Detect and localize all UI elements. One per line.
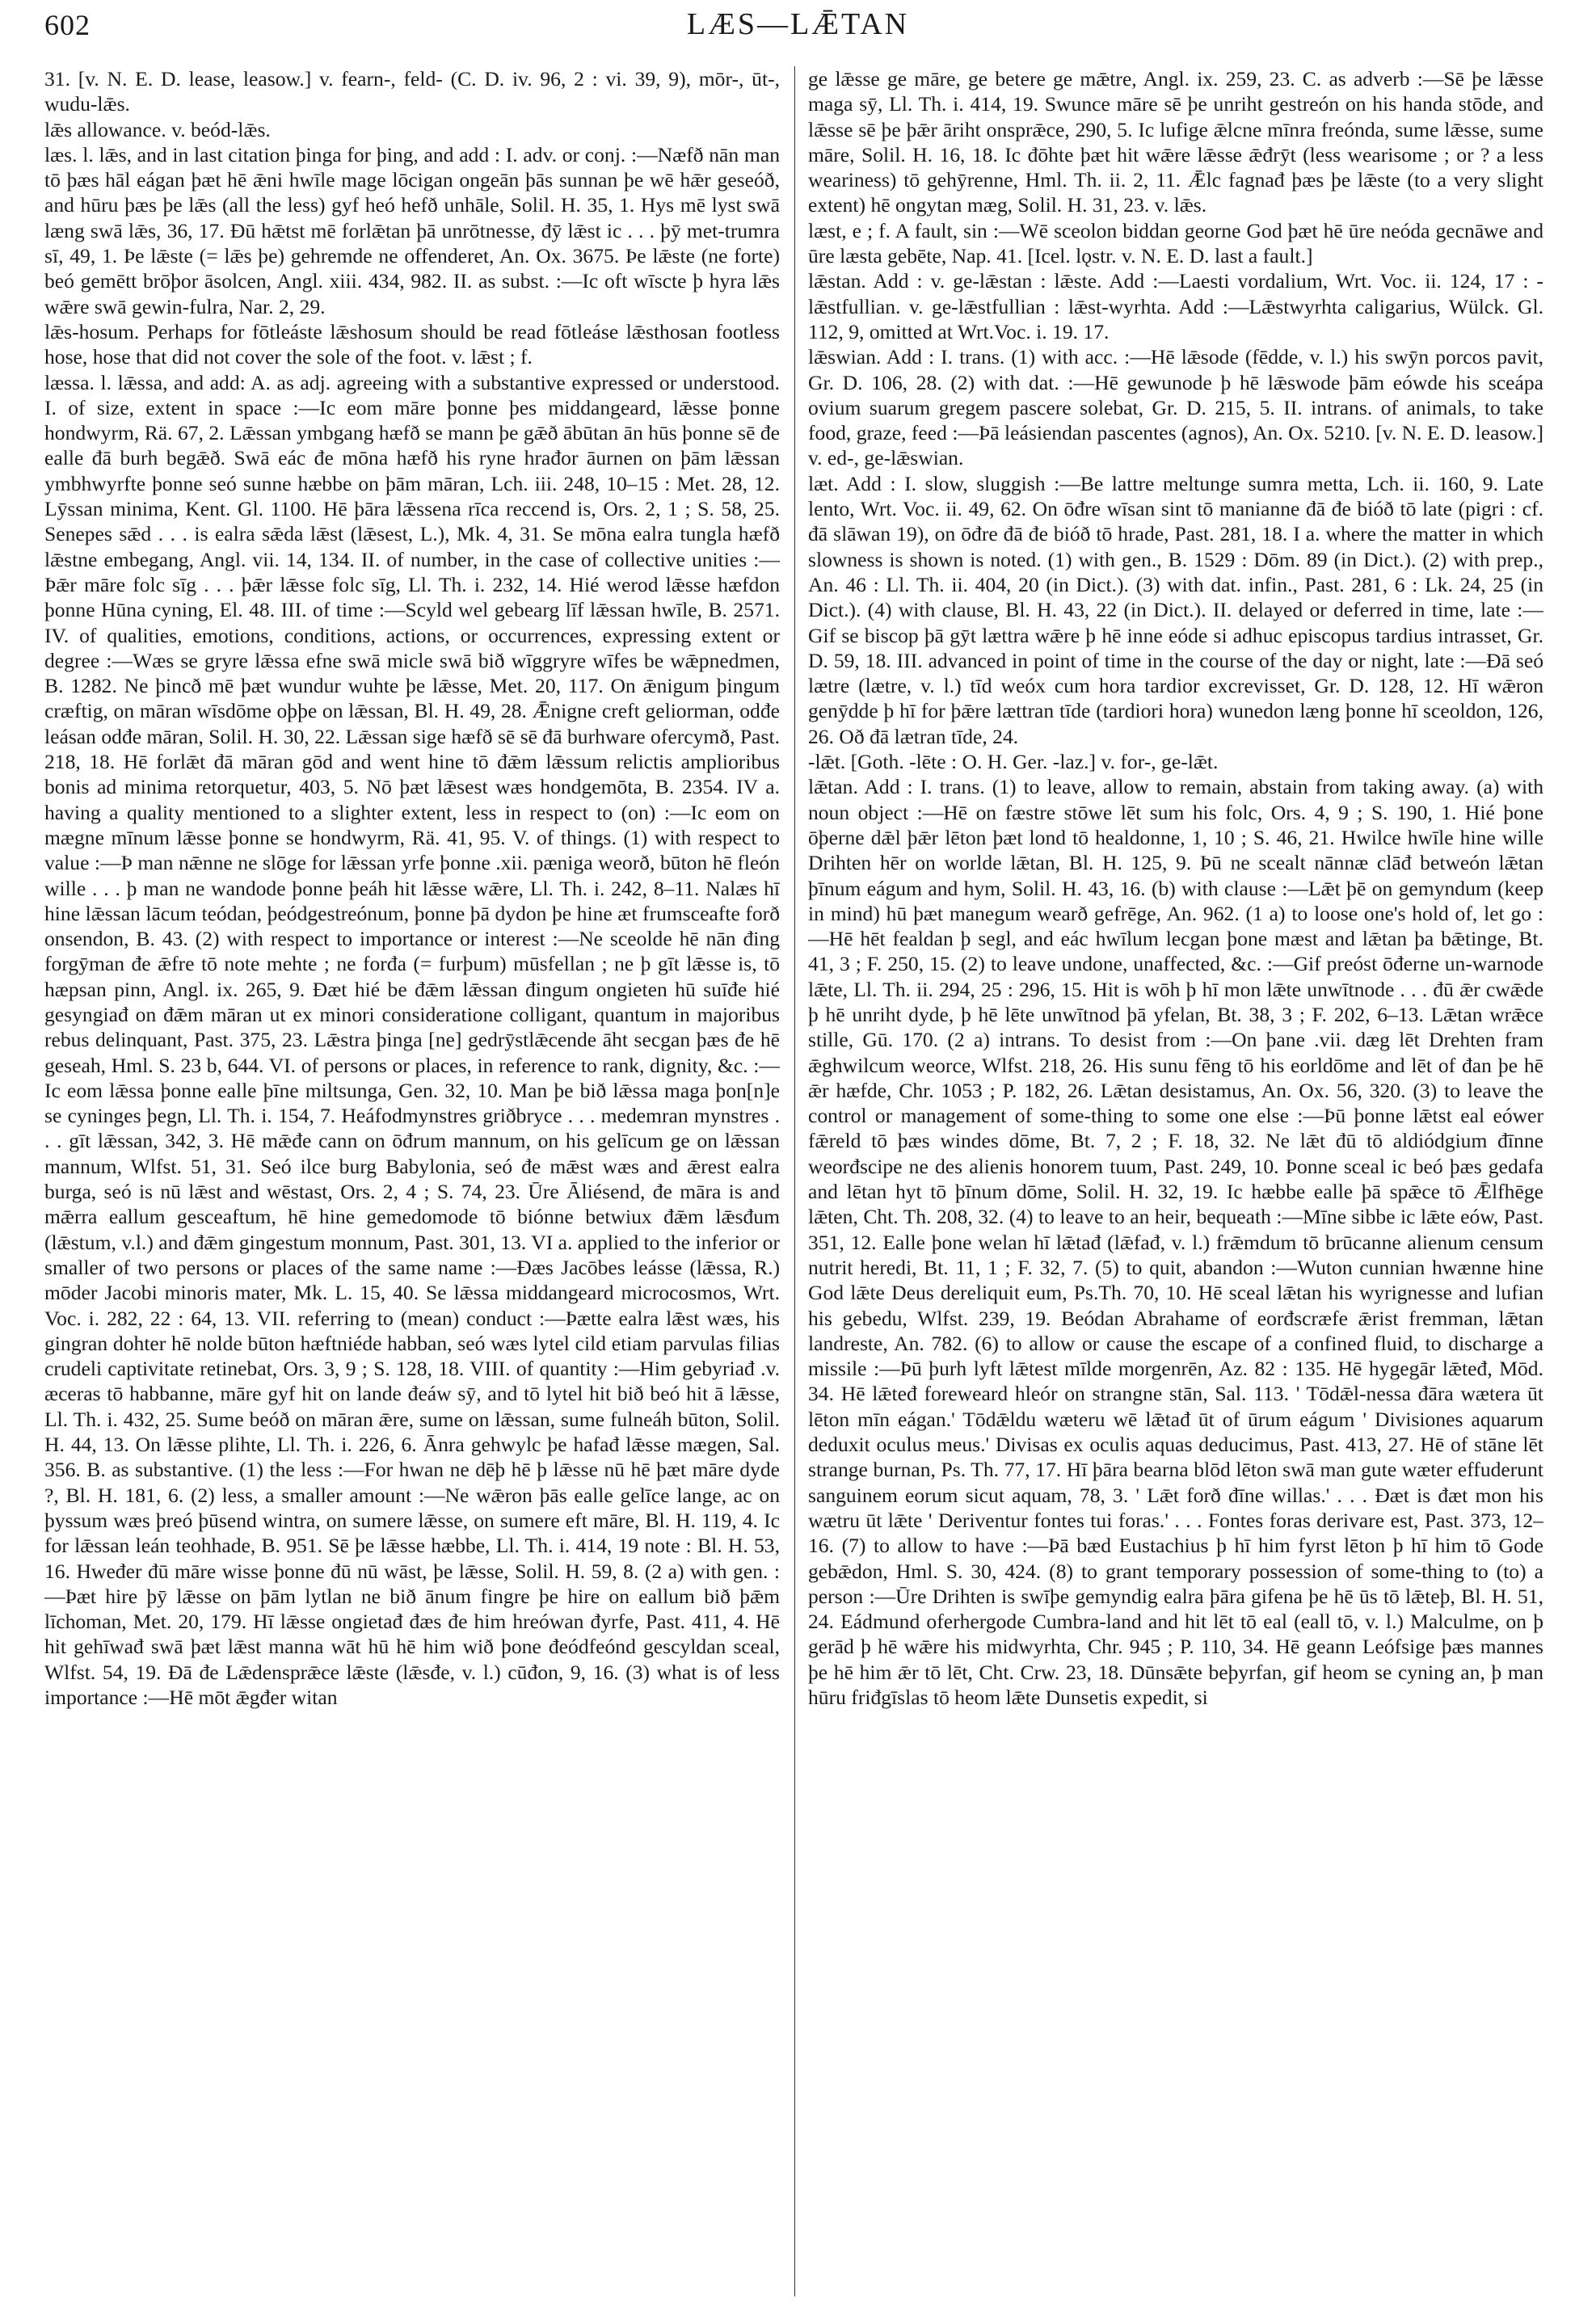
- entry-paragraph: 31. [v. N. E. D. lease, leasow.] v. fearn-, feld- (C. D. iv. 96, 2 : vi. 39, 9), mōr-, ūt-, wudu-lǣs.: [44, 67, 780, 116]
- entry-paragraph: læst, e ; f. A fault, sin :—Wē sceolon biddan georne God þæt hē ūre neóda gecnāwe and ūre læsta gebēte, Nap. 41. [Icel. lǫstr. v. N. E. D. last a fault.]: [808, 218, 1543, 268]
- page-number: 602: [44, 9, 91, 41]
- entry-paragraph: lǣtan. Add : I. trans. (1) to leave, allow to remain, abstain from taking away. (a) with noun object :—Hē on fæstre stōwe lēt sum his folc, Ors. 4, 9 ; S. 190, 1. Hié þone ōþerne dǣl þǣr lēton þæt lond tō healdonne, 1, 10 ; S. 46, 21. Hwilce hwīle hine wille Drihten hēr on worlde lǣtan, Bl. H. 125, 9. Þū ne scealt nānnæ clāđ betweón lǣtan þīnum eágum and hym, Solil. H. 43, 16. (b) with clause :—Lǣt þē on gemyndum (keep in mind) hū þæt manegum wearð gefrēge, An. 962. (1 a) to loose one's hold of, let go :—Hē hēt fealdan þ segl, and eác hwīlum lecgan þone mæst and lǣtan þa bǣtinge, Bt. 41, 3 ; F. 250, 15. (2) to leave undone, unaffected, &c. :—Gif preóst ōđerne un-warnode lǣte, Ll. Th. ii. 294, 25 : 296, 15. Hit is wōh þ hī mon lǣte unwītnode . . . đū ǣr cwǣde þ hē unriht dyde, þ hē lēte unwītnod þā yfelan, Bt. 38, 3 ; F. 202, 6–13. Lǣtan wrǣce stille, Gū. 170. (2 a) intrans. To desist from :—On þane .vii. dæg lēt Drehten fram ǣghwilcum weorce, Wlfst. 218, 26. His sunu fēng tō his eorldōme and lēt of đan þe hē ǣr hæfde, Chr. 1053 ; P. 182, 26. Lǣtan desistamus, An. Ox. 56, 320. (3) to leave the control or management of some-thing to some one else :—Þū þonne lǣtst eal eówer fǣreld tō þæs windes dōme, Bt. 7, 2 ; F. 18, 32. Ne lǣt đū tō aldiódgium đīnne weorđscipe ne des alienis honorem tuum, Past. 249, 10. Þonne sceal ic beó þæs gedafa and lētan hyt tō þīnum dōme, Solil. H. 32, 19. Ic hæbbe ealle þā spǣce tō Ǣlfhēge lǣten, Cht. Th. 208, 32. (4) to leave to an heir, bequeath :—Mīne sibbe ic lǣte eów, Past. 351, 12. Ealle þone welan hī lǣtađ (lǣfađ, v. l.) frǣmdum tō brūcanne alienum censum nutrit heredi, Bt. 11, 1 ; F. 32, 7. (5) to quit, abandon :—Wuton cunnian hwænne hine God lǣte Deus dereliquit eum, Ps.Th. 70, 10. Hē sceal lǣtan his wyrignesse and lufian his gebedu, Wlfst. 239, 19. Beódan Abrahame of eorđscræfe ǣrist fremman, lǣtan landreste, An. 782. (6) to allow or cause the escape of a confined fluid, to discharge a missile :—Þū þurh lyft lǣtest mīlde morgenrēn, Az. 82 : 135. Hē hygegār lǣteđ, Mōd. 34. Hē lǣteđ foreweard hleór on strangne stān, Sal. 113. ' Tōdǣl-nessa đāra wætera ūt lēton mīn eágan.' Tōdǣldu wæteru wē lǣtađ ūt of ūrum eágum ' Divisiones aquarum deduxit oculus meus.' Divisas ex oculis aquas deducimus, Past. 413, 27. Hē of stāne lēt strange burnan, Ps. Th. 77, 17. Hī þāra bearna blōd lēton swā man gute wæter effuderunt sanguinem eorum sicut aquam, 78, 3. ' Lǣt forð đīne willas.' . . . Đæt is đæt mon his wætru ūt lǣte ' Deriventur fontes tui foras.' . . . Fontes foras derivare est, Past. 373, 12–16. (7) to allow to have :—Þā bæd Eustachius þ hī him fyrst lēton þ hī him tō Gode gebǣdon, Hml. S. 30, 424. (8) to grant temporary possession of some-thing to (to) a person :—Ūre Drihten is swīþe gemyndig ealra þāra gifena þe hē ūs tō lǣteþ, Bl. H. 51, 24. Eádmund oferhergode Cumbra-land and hit lēt tō eal (eall tō, v. l.) Malculme, on þ gerād þ hē wǣre his midwyrhta, Chr. 945 ; P. 110, 34. Hē geann Leófsige þæs mannes þe hē him ǣr tō lēt, Cht. Crw. 23, 18. Dūnsǣte beþyrfan, gif heom se cyning an, þ man hūru friđgīslas tō heom lǣte Dunsetis expedit, si: [808, 775, 1543, 1709]
- entry-paragraph: lǣs-hosum. Perhaps for fōtleáste lǣshosum should be read fōtleáse lǣsthosan footless hose, hose that did not cover the sole of the foot. v. lǣst ; f.: [44, 319, 780, 369]
- entry-paragraph: ge lǣsse ge māre, ge betere ge mǣtre, Angl. ix. 259, 23. C. as adverb :—Sē þe lǣsse maga sȳ, Ll. Th. i. 414, 19. Swunce māre sē þe unriht gestreón on his handa stōde, and lǣsse sē þe þǣr āriht onsprǣce, 290, 5. Ic lufige ǣlcne mīnra freónda, sume lǣsse, sume māre, Solil. H. 16, 18. Ic đōhte þæt hit wǣre lǣsse ǣđrȳt (less wearisome ; or ? a less weariness) tō gehȳrenne, Hml. Th. ii. 2, 11. Ǣlc fagnađ þæs þe lǣste (to a very slight extent) hē ongytan mæg, Solil. H. 31, 23. v. lǣs.: [808, 67, 1543, 217]
- entry-paragraph: læs. l. lǣs, and in last citation þinga for þing, and add : I. adv. or conj. :—Næfð nān man tō þæs hāl eágan þæt hē ǣni hwīle mage lōcigan ongeān þās sunnan þe wē hǣr geseóð, and hūru þæs þe lǣs (all the less) gyf heó hefð unhāle, Solil. H. 35, 1. Hys mē lyst swā læng swā lǣs, 36, 17. Đū hǣtst mē forlǣtan þā unrōtnesse, đȳ lǣst ic . . . þȳ met-trumra sī, 49, 1. Þe lǣste (= lǣs þe) gehremde ne offenderet, An. Ox. 3675. Þe lǣste (ne forte) beó gemētt brōþor āsolcen, Angl. xiii. 434, 982. II. as subst. :—Ic oft wīscte þ hyra lǣs wǣre swā gewin-fulra, Nar. 2, 29.: [44, 142, 780, 318]
- page-header: [0, 0, 1596, 48]
- entry-paragraph: lǣswian. Add : I. trans. (1) with acc. :—Hē lǣsode (fēdde, v. l.) his swȳn porcos pavit, Gr. D. 106, 28. (2) with dat. :—Hē gewunode þ hē lǣswode þām eówde his sceápa ovium suarum gregem pascere solebat, Gr. D. 215, 5. II. intrans. of animals, to take food, graze, feed :—Þā leásiendan pascentes (agnos), An. Ox. 5210. [v. N. E. D. leasow.] v. ed-, ge-lǣswian.: [808, 345, 1543, 470]
- entry-paragraph: læt. Add : I. slow, sluggish :—Be lattre meltunge sumra metta, Lch. ii. 160, 9. Late lento, Wrt. Voc. ii. 49, 62. On ōđre wīsan sint tō manianne đā đe bióð tō late (pigri : cf. đā slāwan 19), on ōđre đā đe bióð tō hrade, Past. 281, 18. I a. where the matter in which slowness is shown is noted. (1) with gen., B. 1529 : Dōm. 89 (in Dict.). (2) with prep., An. 46 : Ll. Th. ii. 404, 20 (in Dict.). (3) with dat. infin., Past. 281, 6 : Lk. 24, 25 (in Dict.). (4) with clause, Bl. H. 43, 22 (in Dict.). II. delayed or deferred in time, late :—Gif se biscop þā gȳt lættra wǣre þ hē inne eóde si adhuc episcopus tardius intrasset, Gr. D. 59, 18. III. advanced in point of time in the course of the day or night, late :—Đā seó lætre (lætre, v. l.) tīd weóx cum hora tardior excrevisset, Gr. D. 128, 12. Hī wǣron genȳdde þ hī for þǣre lættran tīde (tardiori hora) wunedon læng þonne hī sceoldon, 126, 26. Oð đā lætran tīde, 24.: [808, 471, 1543, 748]
- running-title: LÆS—LǢTAN: [686, 7, 910, 41]
- column-divider: [794, 66, 795, 2296]
- right-column: [808, 66, 1543, 2296]
- entry-paragraph: -lǣt. [Goth. -lēte : O. H. Ger. -laz.] v. for-, ge-lǣt.: [808, 750, 1219, 774]
- entry-paragraph: lǣs allowance. v. beód-lǣs.: [44, 117, 271, 141]
- entry-paragraph: lǣstan. Add : v. ge-lǣstan : lǣste. Add :—Laesti vordalium, Wrt. Voc. ii. 124, 17 : -lǣstfullian. v. ge-lǣstfullian : lǣst-wyrhta. Add :—Lǣstwyrhta caligarius, Wülck. Gl. 112, 9, omitted at Wrt.Voc. i. 19. 17.: [808, 269, 1543, 343]
- left-column: [44, 66, 780, 2296]
- entry-paragraph: læssa. l. lǣssa, and add: A. as adj. agreeing with a substantive expressed or understood. I. of size, extent in space :—Ic eom māre þonne þes middangeard, lǣsse þonne hondwyrm, Rä. 67, 2. Lǣssan ymbgang hæfð se mann þe gǣð ābūtan ān hūs þonne sē đe ealle đā burh begǣð. Swā eác đe mōna hæfð his ryne hrađor āurnen on þām lǣssan ymbhwyrfte þonne seó sunne hæbbe on þām māran, Lch. iii. 248, 10–15 : Met. 28, 12. Lȳssan minima, Kent. Gl. 1100. Hē þāra lǣssena rīca reccend is, Ors. 2, 1 ; S. 58, 25. Senepes sǣd . . . is ealra sǣda lǣst (lǣsest, L.), Mk. 4, 31. Se mōna ealra tungla hæfð lǣstne embegang, Angl. vii. 14, 134. II. of number, in the case of collective unities :—Þǣr māre folc sīg . . . þǣr lǣsse folc sīg, Ll. Th. i. 232, 14. Hié werod lǣsse hæfdon þonne Hūna cyning, El. 48. III. of time :—Scyld wel gebearg līf lǣssan hwīle, B. 2571. IV. of qualities, emotions, conditions, actions, or occurrences, expressing extent or degree :—Wæs se gryre lǣssa efne swā micle swā bið wīggryre wīfes be wǣpnedmen, B. 1282. Ne þincð mē þæt wundur wuhte þe lǣsse, Met. 20, 117. On ǣnigum þingum cræftig, on māran wīsdōme oþþe on lǣssan, Bl. H. 49, 28. Ǣnigne creft geliorman, odđe leásan odđe māran, Solil. H. 30, 22. Lǣssan sige hæfð sē sē đā burhware ofercymð, Past. 218, 18. Hē forlǣt đā māran gōd and went hine tō đǣm lǣssum relictis amplioribus bonis ad minima retorquetur, 403, 5. Nō þæt lǣsest wæs hondgemōta, B. 2354. IV a. having a quality mentioned to a slighter extent, less in respect to (on) :—Ic eom on mægne mīnum lǣsse þonne se hondwyrm, Rä. 41, 95. V. of things. (1) with respect to value :—Þ man nǣnne ne slōge for lǣssan yrfe þonne .xii. pæniga weorð, būton hē fleón wille . . . þ man ne wandode þonne þeáh hit lǣsse wǣre, Ll. Th. i. 242, 8–11. Nalæs hī hine lǣssan lācum teódan, þeódgestreónum, þonne þā dydon þe hine æt frumsceafte forð onsendon, B. 43. (2) with respect to importance or interest :—Ne sceolde hē nān đing forgȳman đe ǣfre tō note mehte ; ne forđa (= furþum) mūsfellan ; ne þ gīt lǣsse is, tō hæpsan pinn, Angl. ix. 265, 9. Đæt hié be đǣm lǣssan đingum ongieten hū suīđe hié gesyngiađ on đǣm māran ut ex minori consideratione colligant, quantum in majoribus rebus delinquant, Past. 375, 23. Lǣstra þinga [ne] gedrȳstlǣcende āht secgan þæs đe hē geseah, Hml. S. 23 b, 644. VI. of persons or places, in reference to rank, dignity, &c. :—Ic eom lǣssa þonne ealle þīne miltsunga, Gen. 32, 10. Man þe bið lǣssa maga þon[n]e se cyninges þegn, Ll. Th. i. 154, 7. Heáfodmynstres griðbryce . . . medemran mynstres . . . gīt lǣssan, 342, 3. Hē mǣđe cann on ōđrum mannum, on his gelīcum ge on lǣssan mannum, Wlfst. 51, 31. Seó ilce burg Babylonia, seó đe mǣst wæs and ǣrest ealra burga, seó is nū lǣst and wēstast, Ors. 2, 4 ; S. 74, 23. Ūre Āliésend, đe māra is and mǣrra eallum gesceaftum, hē hine gemedomode tō biónne betwiux đǣm lǣsđum (lǣstum, v.l.) and đǣm gingestum monnum, Past. 301, 13. VI a. applied to the inferior or smaller of two persons or places of the same name :—Đæs Jacōbes leásse (lǣssa, R.) mōder Jacobi minoris mater, Mk. L. 15, 40. Se lǣssa middangeard microcosmos, Wrt. Voc. i. 282, 22 : 64, 13. VII. referring to (mean) conduct :—Þætte ealra lǣst wæs, his gingran dohter hē nolde būton hæftniéde habban, seó wæs lytel cild etiam parvulas filias crudeli captivitate retinebat, Ors. 3, 9 ; S. 128, 18. VIII. of quantity :—Him gebyriađ .v. æceras tō habbanne, māre gyf hit on lande đeáw sȳ, and tō lytel hit bið beó hit ā lǣsse, Ll. Th. i. 432, 25. Sume beóð on māran ǣre, sume on lǣssan, sume fulneáh būton, Solil. H. 44, 13. On lǣsse plihte, Ll. Th. i. 226, 6. Ānra gehwylc þe hafađ lǣsse mægen, Sal. 356. B. as substantive. (1) the less :—For hwan ne dēþ hē þ lǣsse nū hē þæt māre dyde ?, Bl. H. 181, 6. (2) less, a smaller amount :—Ne wǣron þās ealle gelīce lange, ac on þyssum wæs þreó þūsend wintra, on sumere lǣsse, on sumere eft māre, Bl. H. 119, 4. Ic for lǣssan leán teohhade, B. 951. Sē þe lǣsse hæbbe, Ll. Th. i. 414, 19 note : Bl. H. 53, 16. Hweđer đū māre wisse þonne đū nū wāst, þe lǣsse, Solil. H. 59, 8. (2 a) with gen. :—Þæt hire þȳ lǣsse on þām lytlan ne bið ānum fingre þe hire on eallum bið þǣm līchoman, Met. 20, 179. Hī lǣsse ongietađ đæs đe him hreówan đyrfe, Past. 411, 4. Hē hit gehīwađ swā þæt lǣst manna wāt hū hē him wið þone đeódfeónd gescyldan sceal, Wlfst. 54, 19. Đā đe Lǣdensprǣce lǣste (lǣsđe, v. l.) cūđon, 9, 16. (3) what is of less importance :—Hē mōt ǣgđer witan: [44, 370, 780, 1709]
